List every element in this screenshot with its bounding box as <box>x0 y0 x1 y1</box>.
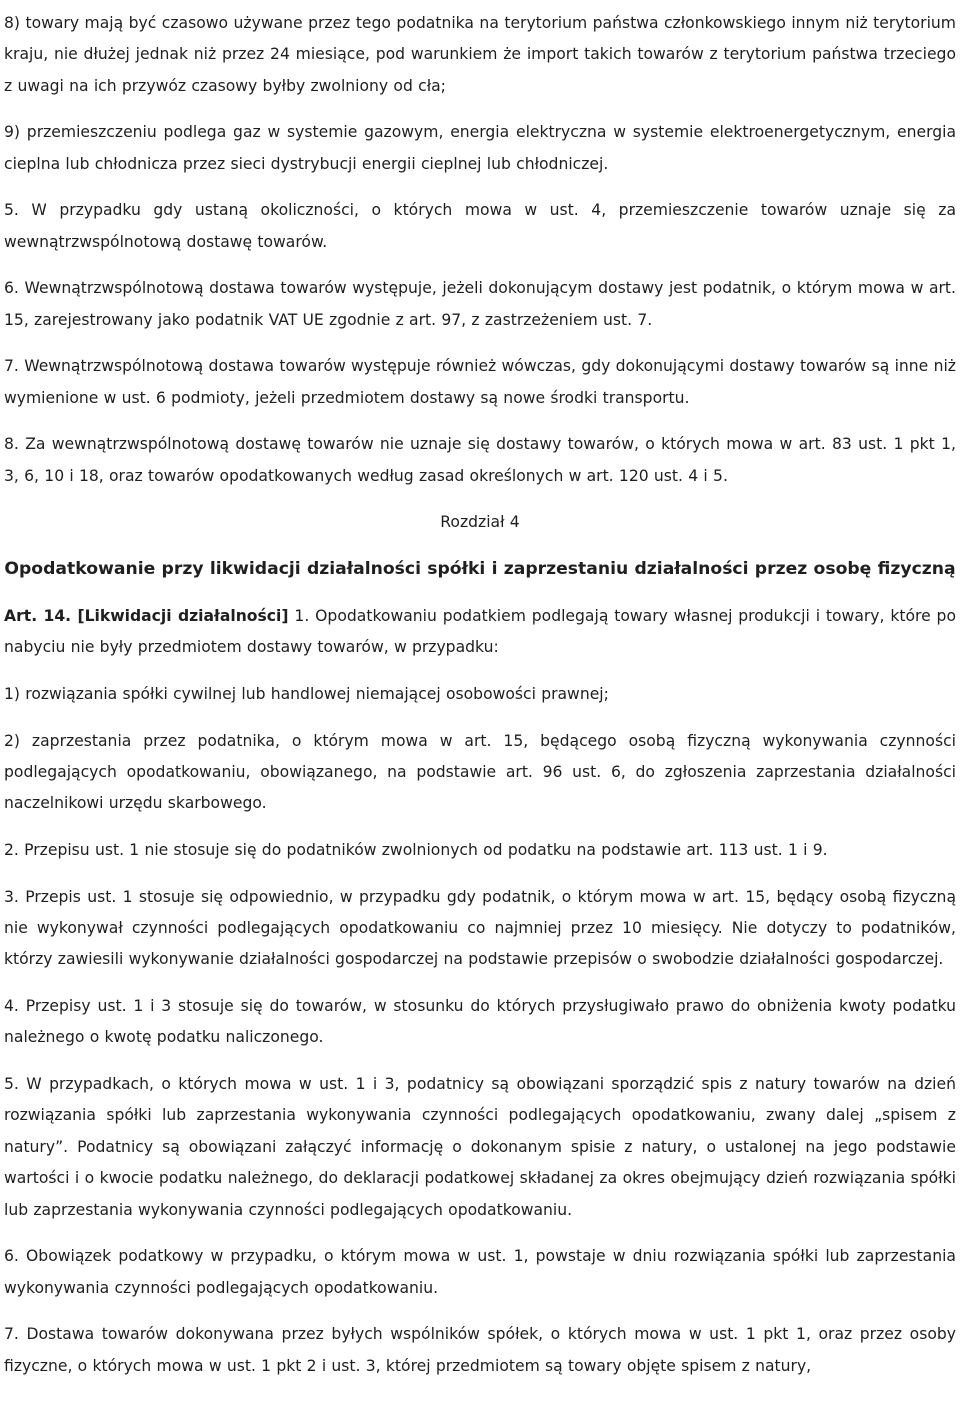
document-page <box>4 8 956 1397</box>
article-paragraph-7: 7. Dostawa towarów dokonywana przez byłych wspólników spółek, o których mowa w ust. 1 pkt 1, oraz przez osoby fizyczne, o których mowa w ust. 1 pkt 2 i ust. 3, której przedmiotem są towary objęte spisem z natury, <box>4 1325 956 1375</box>
chapter-title: Opodatkowanie przy likwidacji działalności spółki i zaprzestaniu działalności przez osobę fizyczną <box>4 559 956 580</box>
paragraph-7: 7. Wewnątrzwspólnotową dostawa towarów występuje również wówczas, gdy dokonującymi dostawy towarów są inne niż wymienione w ust. 6 podmioty, jeżeli przedmiotem dostawy są nowe środki transportu. <box>4 357 956 407</box>
list-item-9: 9) przemieszczeniu podlega gaz w systemie gazowym, energia elektryczna w systemie elektroenergetycznym, energia cieplna lub chłodnicza przez sieci dystrybucji energii cieplnej lub chłodniczej. <box>4 123 956 173</box>
article-intro-text: 1. Opodatkowaniu podatkiem podlegają towary własnej produkcji i towary, które po nabyciu nie były przedmiotem dostawy towarów, w przypadku: <box>4 606 957 657</box>
chapter-label: Rozdział 4 <box>440 513 520 532</box>
article-heading: Art. 14. [Likwidacji działalności] <box>4 606 289 625</box>
article-item-1: 1) rozwiązania spółki cywilnej lub handlowej niemającej osobowości prawnej; <box>4 684 609 703</box>
paragraph-8: 8. Za wewnątrzwspólnotową dostawę towarów nie uznaje się dostawy towarów, o których mowa w art. 83 ust. 1 pkt 1, 3, 6, 10 i 18, oraz towarów opodatkowanych według zasad określonych w art. 120 ust. 4 i 5. <box>4 435 956 485</box>
article-paragraph-2: 2. Przepisu ust. 1 nie stosuje się do podatników zwolnionych od podatku na podstawie art. 113 ust. 1 i 9. <box>4 840 828 859</box>
list-item-8: 8) towary mają być czasowo używane przez tego podatnika na terytorium państwa członkowskiego innym niż terytorium kraju, nie dłużej jednak niż przez 24 miesiące, pod warunkiem że import takich towarów z terytorium państwa trzeciego z uwagi na ich przywóz czasowy byłby zwolniony od cła; <box>4 14 956 95</box>
article-paragraph-6: 6. Obowiązek podatkowy w przypadku, o którym mowa w ust. 1, powstaje w dniu rozwiązania spółki lub zaprzestania wykonywania czynności podlegających opodatkowaniu. <box>4 1247 956 1297</box>
article-14-intro <box>4 601 956 664</box>
article-paragraph-3: 3. Przepis ust. 1 stosuje się odpowiednio, w przypadku gdy podatnik, o którym mowa w art. 15, będący osobą fizyczną nie wykonywał czynności podlegających opodatkowaniu co najmniej przez 10 miesięcy. Nie dotyczy to podatników, którzy zawiesili wykonywanie działalności gospodarczej na podstawie przepisów o swobodzie działalności gospodarczej. <box>4 887 956 969</box>
article-paragraph-5: 5. W przypadkach, o których mowa w ust. 1 i 3, podatnicy są obowiązani sporządzić spis z natury towarów na dzień rozwiązania spółki lub zaprzestania wykonywania czynności podlegających opodatkowaniu, zwany dalej „spisem z natury”. Podatnicy są obowiązani załączyć informację o dokonanym spisie z natury, o ustalonej na jego podstawie wartości i o kwocie podatku należnego, do deklaracji podatkowej składanej za okres obejmujący dzień rozwiązania spółki lub zaprzestania wykonywania czynności podlegających opodatkowaniu. <box>4 1074 956 1219</box>
paragraph-6: 6. Wewnątrzwspólnotową dostawa towarów występuje, jeżeli dokonującym dostawy jest podatnik, o którym mowa w art. 15, zarejestrowany jako podatnik VAT UE zgodnie z art. 97, z zastrzeżeniem ust. 7. <box>4 279 956 329</box>
article-paragraph-4: 4. Przepisy ust. 1 i 3 stosuje się do towarów, w stosunku do których przysługiwało prawo do obniżenia kwoty podatku należnego o kwotę podatku naliczonego. <box>4 996 956 1047</box>
paragraph-5: 5. W przypadku gdy ustaną okoliczności, o których mowa w ust. 4, przemieszczenie towarów uznaje się za wewnątrzwspólnotową dostawę towarów. <box>4 201 956 251</box>
article-item-2: 2) zaprzestania przez podatnika, o którym mowa w art. 15, będącego osobą fizyczną wykonywania czynności podlegających opodatkowaniu, obowiązanego, na podstawie art. 96 ust. 6, do zgłoszenia zaprzestania działalności naczelnikowi urzędu skarbowego. <box>4 731 956 813</box>
